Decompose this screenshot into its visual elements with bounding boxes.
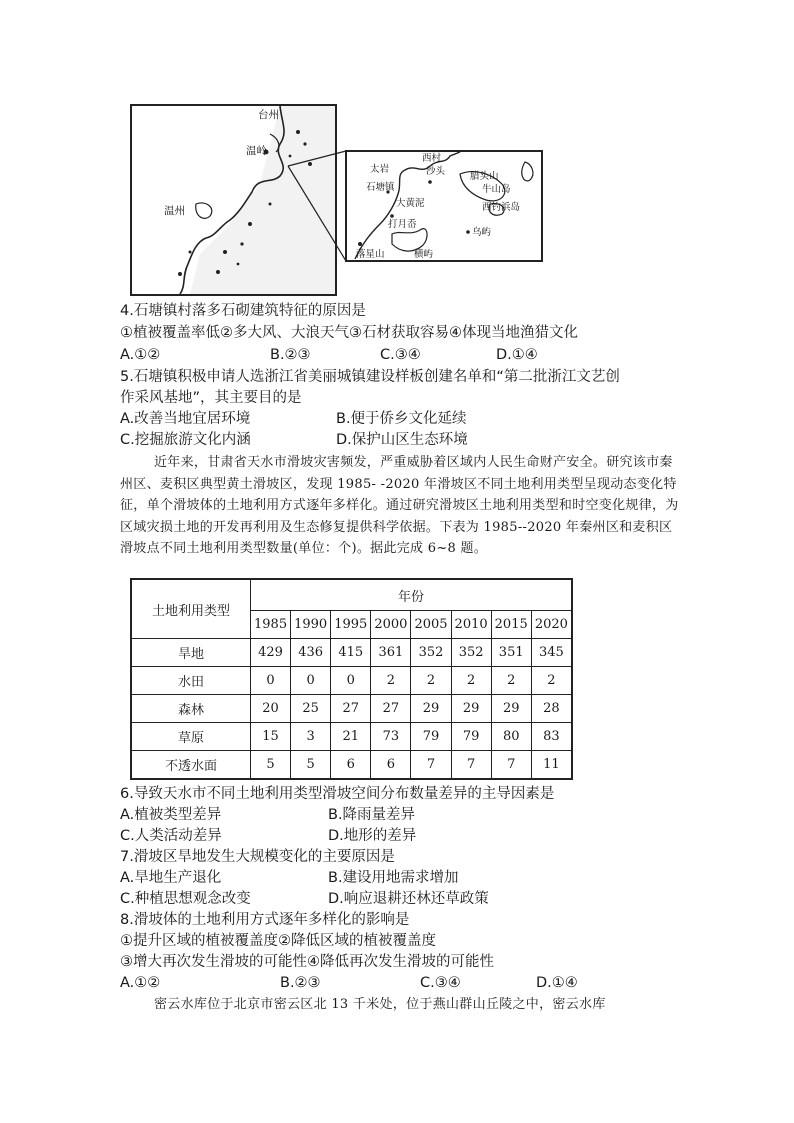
table-row-type: 森林 — [131, 695, 251, 723]
table-cell: 21 — [331, 723, 371, 751]
label-wuyu: 乌屿 — [472, 227, 492, 238]
table-year-cell: 2005 — [411, 611, 451, 639]
table-cell: 6 — [331, 751, 371, 780]
table-cell: 6 — [371, 751, 411, 780]
q5-option-c[interactable]: C.挖掘旅游文化内涵 — [120, 432, 251, 448]
table-cell: 29 — [451, 695, 491, 723]
q6-option-d[interactable]: D.地形的差异 — [328, 828, 417, 844]
table-cell: 0 — [251, 667, 291, 695]
q5-option-a[interactable]: A.改善当地宜居环境 — [120, 411, 251, 427]
table-cell: 345 — [531, 639, 572, 667]
q5-stem-line2: 作采风基地”，其主要目的是 — [120, 390, 302, 406]
table-cell: 83 — [531, 723, 572, 751]
table-cell: 429 — [251, 639, 291, 667]
table-header-row-1 — [131, 579, 572, 611]
table-row — [131, 667, 572, 695]
table-col-header: 土地利用类型 — [131, 579, 251, 639]
table-cell: 15 — [251, 723, 291, 751]
q7-stem: 7.滑坡区旱地发生大规模变化的主要原因是 — [120, 849, 395, 865]
table-cell: 436 — [291, 639, 331, 667]
landuse-table — [130, 578, 573, 780]
q4-statements: ①植被覆盖率低②多大风、大浪天气③石材获取容易④体现当地渔猎文化 — [120, 325, 578, 341]
q5-stem-line1: 5.石塘镇积极申请人选浙江省美丽城镇建设样板创建名单和“第二批浙江文艺创 — [120, 369, 620, 385]
table-cell: 2 — [371, 667, 411, 695]
passage-landslide — [120, 452, 680, 560]
table-cell: 73 — [371, 723, 411, 751]
label-wenling: 温岭 — [246, 145, 267, 157]
table-cell: 27 — [331, 695, 371, 723]
q8-option-b[interactable]: B.②③ — [280, 975, 321, 991]
q5-option-b[interactable]: B.便于侨乡文化延续 — [336, 411, 467, 427]
label-taizhou: 台州 — [258, 109, 279, 121]
label-niushan: 牛山岛 — [482, 184, 511, 195]
q4-option-a[interactable]: A.①② — [120, 347, 161, 363]
table-cell: 7 — [451, 751, 491, 780]
table-cell: 3 — [291, 723, 331, 751]
q6-stem: 6.导致天水市不同土地利用类型滑坡空间分布数量差异的主导因素是 — [120, 786, 555, 802]
q5-option-d[interactable]: D.保护山区生态环境 — [336, 432, 468, 448]
table-cell: 80 — [491, 723, 531, 751]
table-row-type: 不透水面 — [131, 751, 251, 780]
table-cell: 352 — [411, 639, 451, 667]
table-cell: 2 — [491, 667, 531, 695]
label-shitang: 石塘镇 — [366, 182, 395, 193]
table-year-cell: 2020 — [531, 611, 572, 639]
table-cell: 5 — [291, 751, 331, 780]
table-row-type: 水田 — [131, 667, 251, 695]
table-cell: 79 — [451, 723, 491, 751]
label-hengyu: 横屿 — [414, 249, 434, 260]
table-cell: 2 — [531, 667, 572, 695]
q8-option-d[interactable]: D.①④ — [536, 975, 578, 991]
q8-statement-2: ③增大再次发生滑坡的可能性④降低再次发生滑坡的可能性 — [120, 954, 494, 970]
label-taiyan: 太岩 — [370, 164, 390, 175]
table-cell: 7 — [491, 751, 531, 780]
table-row — [131, 723, 572, 751]
label-xidiao: 西钓浜岛 — [482, 202, 521, 213]
table-row — [131, 751, 572, 780]
table-year-cell: 1990 — [291, 611, 331, 639]
label-dahuang: 大黄泥 — [396, 198, 425, 209]
q4-option-d[interactable]: D.①④ — [496, 347, 538, 363]
q8-stem: 8.滑坡体的土地利用方式逐年多样化的影响是 — [120, 912, 410, 928]
label-wenzhou: 温州 — [164, 205, 185, 217]
table-cell: 351 — [491, 639, 531, 667]
table-body — [131, 639, 572, 780]
passage-landslide-text: 近年来，甘肃省天水市滑坡灾害频发，严重威胁着区域内人民生命财产安全。研究该市秦州区、麦积区典型黄土滑坡区，发现 1985- -2020 年滑坡区不同土地利用类型呈现动态变化特征，单个滑坡体的土地利用方式逐年多样化。通过研究滑坡区土地利用类型和时空变化规律，为区域灾损土地的开发再利用及生态修复提供科学依据。下表为 1985--2020 年秦州区和麦积区滑坡点不同土地利用类型数量(单位：个)。据此完成 6~8 题。 — [120, 455, 679, 556]
passage-miyun — [120, 994, 700, 1016]
table-year-cell: 2015 — [491, 611, 531, 639]
table-year-cell: 1985 — [251, 611, 291, 639]
q7-option-a[interactable]: A.旱地生产退化 — [120, 870, 222, 886]
passage-miyun-text: 密云水库位于北京市密云区北 13 千米处，位于燕山群山丘陵之中，密云水库 — [154, 997, 606, 1012]
q7-option-b[interactable]: B.建设用地需求增加 — [328, 870, 459, 886]
table-cell: 29 — [411, 695, 451, 723]
label-xicun: 西村 — [422, 153, 442, 164]
q4-stem: 4.石塘镇村落多石砌建筑特征的原因是 — [120, 303, 366, 319]
table-row-type: 草原 — [131, 723, 251, 751]
table-cell: 25 — [291, 695, 331, 723]
table-cell: 27 — [371, 695, 411, 723]
q6-option-c[interactable]: C.人类活动差异 — [120, 828, 222, 844]
table-cell: 5 — [251, 751, 291, 780]
table-cell: 415 — [331, 639, 371, 667]
q8-option-c[interactable]: C.③④ — [420, 975, 461, 991]
table-cell: 361 — [371, 639, 411, 667]
table-cell: 0 — [331, 667, 371, 695]
label-dayueao: 打月岙 — [388, 219, 417, 230]
table-cell: 352 — [451, 639, 491, 667]
table-cell: 0 — [291, 667, 331, 695]
label-layue: 腊头山 — [470, 171, 499, 182]
table-cell: 20 — [251, 695, 291, 723]
table-cell: 79 — [411, 723, 451, 751]
table-cell: 2 — [451, 667, 491, 695]
map-figure — [130, 104, 544, 297]
label-luoxing: 落星山 — [356, 249, 385, 260]
map-svg — [130, 104, 544, 297]
q6-option-b[interactable]: B.降雨量差异 — [328, 807, 416, 823]
table-cell: 7 — [411, 751, 451, 780]
table-cell: 29 — [491, 695, 531, 723]
q6-option-a[interactable]: A.植被类型差异 — [120, 807, 222, 823]
label-shatou: 沙头 — [426, 166, 446, 177]
table-year-header: 年份 — [251, 579, 573, 611]
table-year-cell: 1995 — [331, 611, 371, 639]
q8-option-a[interactable]: A.①② — [120, 975, 161, 991]
q7-option-c[interactable]: C.种植思想观念改变 — [120, 891, 251, 907]
table-row — [131, 695, 572, 723]
q8-statement-1: ①提升区域的植被覆盖度②降低区域的植被覆盖度 — [120, 933, 436, 949]
q7-option-d[interactable]: D.响应退耕还林还草政策 — [328, 891, 489, 907]
table-year-cell: 2000 — [371, 611, 411, 639]
table-row — [131, 639, 572, 667]
table-year-cell: 2010 — [451, 611, 491, 639]
table-cell: 11 — [531, 751, 572, 780]
table-cell: 2 — [411, 667, 451, 695]
table-row-type: 旱地 — [131, 639, 251, 667]
q4-option-b[interactable]: B.②③ — [270, 347, 311, 363]
table-cell: 28 — [531, 695, 572, 723]
q4-option-c[interactable]: C.③④ — [380, 347, 421, 363]
